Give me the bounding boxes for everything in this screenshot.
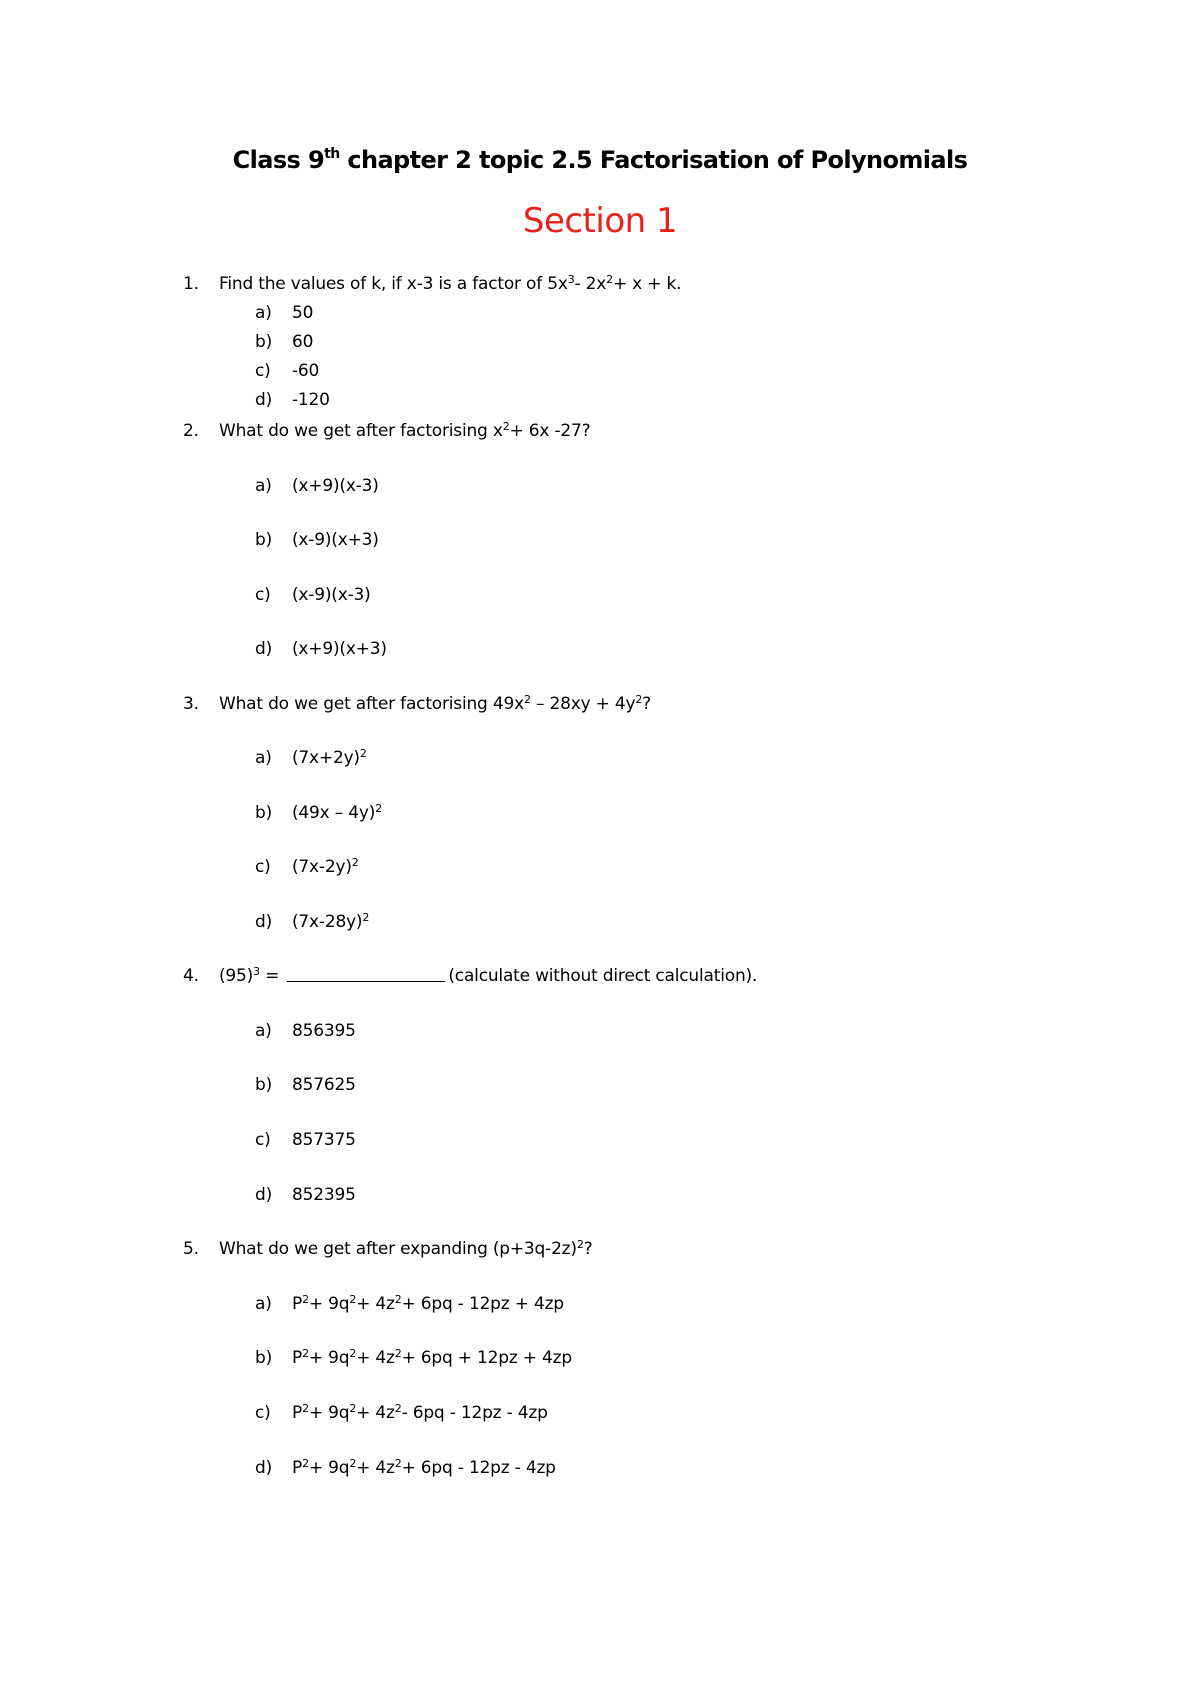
option-text: $P^2+ 9q^2+ 4z^2+ 6pq - 12pz + 4zp$ bbox=[292, 1293, 564, 1314]
question-text: What do we get after factorising $x^2+ 6x$ -27? bbox=[219, 420, 591, 441]
option-letter: d) bbox=[255, 390, 273, 410]
question-text: $(95)^3$ = (calculate without direct calculation). bbox=[219, 965, 758, 986]
option-letter: b) bbox=[255, 530, 273, 550]
option-text: $P^2+ 9q^2+ 4z^2+ 6pq + 12pz + 4zp$ bbox=[292, 1347, 572, 1368]
option-text: 857625 bbox=[292, 1075, 356, 1095]
option-letter: b) bbox=[255, 1075, 273, 1095]
option-letter: a) bbox=[255, 303, 272, 323]
option-letter: d) bbox=[255, 912, 273, 932]
option-text: -60 bbox=[292, 361, 320, 381]
question-number: 4. bbox=[183, 966, 199, 986]
option-text: (49x – 4y)$^2$ bbox=[292, 802, 382, 823]
option-letter: a) bbox=[255, 476, 272, 496]
question-text: Find the values of k, if x-3 is a factor of $5x^3-$ $2x^2+ x + k$. bbox=[219, 273, 682, 294]
option-text: $(7x-2y)^2$ bbox=[292, 856, 359, 877]
option-text: $(7x+2y)^2$ bbox=[292, 747, 367, 768]
section-heading: Section 1 bbox=[522, 201, 678, 241]
question-text: What do we get after factorising $49x^2 - 28xy + 4y^2$? bbox=[219, 693, 651, 714]
option-text: (x+9)(x+3) bbox=[292, 639, 387, 659]
option-letter: c) bbox=[255, 1403, 271, 1423]
question-number: 2. bbox=[183, 421, 199, 441]
option-letter: b) bbox=[255, 1348, 273, 1368]
option-letter: a) bbox=[255, 748, 272, 768]
option-text: $P^2+ 9q^2+ 4z^2-$ 6pq - 12pz - 4zp bbox=[292, 1402, 548, 1423]
option-text: 857375 bbox=[292, 1130, 356, 1150]
option-text: -120 bbox=[292, 390, 330, 410]
option-letter: a) bbox=[255, 1294, 272, 1314]
option-letter: c) bbox=[255, 857, 271, 877]
option-letter: b) bbox=[255, 803, 273, 823]
option-letter: c) bbox=[255, 585, 271, 605]
option-text: 50 bbox=[292, 303, 314, 323]
answer-blank bbox=[287, 967, 445, 982]
option-text: 60 bbox=[292, 332, 314, 352]
question-number: 3. bbox=[183, 694, 199, 714]
question-number: 5. bbox=[183, 1239, 199, 1259]
option-text: (x+9)(x-3) bbox=[292, 476, 379, 496]
option-letter: b) bbox=[255, 332, 273, 352]
option-text: (x-9)(x-3) bbox=[292, 585, 371, 605]
question-text: What do we get after expanding $(p+3q-2z)^2$? bbox=[219, 1238, 593, 1259]
option-letter: c) bbox=[255, 1130, 271, 1150]
option-letter: d) bbox=[255, 1185, 273, 1205]
page-title: Class 9th chapter 2 topic 2.5 Factorisation of Polynomials bbox=[232, 146, 968, 174]
option-text: (x-9)(x+3) bbox=[292, 530, 379, 550]
question-number: 1. bbox=[183, 274, 199, 294]
option-letter: d) bbox=[255, 639, 273, 659]
option-text: 856395 bbox=[292, 1021, 356, 1041]
option-letter: a) bbox=[255, 1021, 272, 1041]
option-text: 852395 bbox=[292, 1185, 356, 1205]
option-text: $P^2+ 9q^2+ 4z^2+ 6pq - 12pz - 4zp$ bbox=[292, 1457, 556, 1478]
option-text: $(7x-28y)^2$ bbox=[292, 911, 370, 932]
option-letter: c) bbox=[255, 361, 271, 381]
option-letter: d) bbox=[255, 1458, 273, 1478]
